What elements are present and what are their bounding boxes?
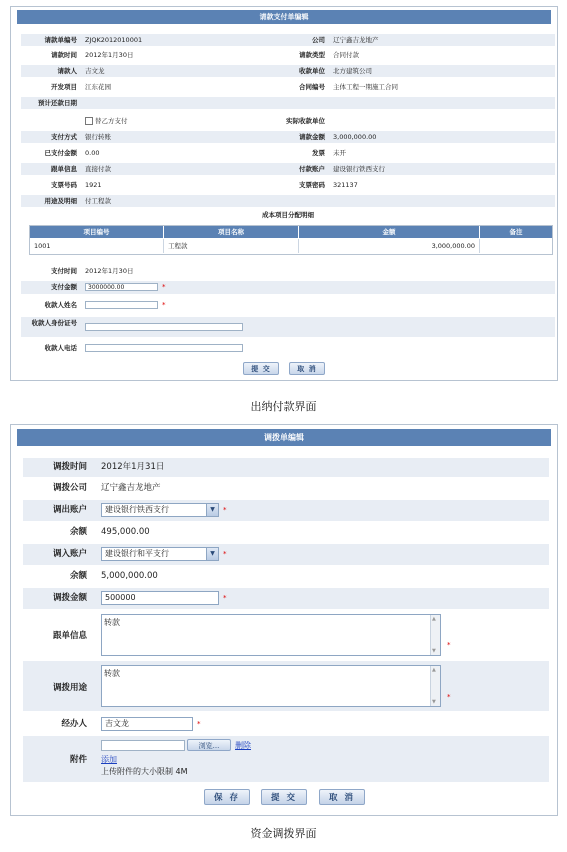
out-account-label: 调出账户 [52,505,87,515]
cost-header-note: 备注 [480,226,552,238]
handler-input[interactable] [101,717,193,731]
row-pay-time [21,265,555,277]
payment-form-title: 请款支付单编辑 [17,10,551,24]
doc-info-2-label: 跟单信息 [52,631,87,641]
purpose-2-value: 转款 [104,669,120,678]
row-in-account [23,544,549,565]
req-no-value: ZJQK2012010001 [85,36,143,44]
req-type-value: 合同付款 [333,51,359,59]
row-transfer-time [23,458,549,477]
cheque-no-label: 支票号码 [51,181,77,189]
in-balance-value: 5,000,000.00 [101,571,158,581]
row-payee-id [21,317,555,337]
transfer-form-panel [10,424,558,816]
cancel-button[interactable]: 取 消 [319,789,365,805]
in-account-select[interactable] [101,547,219,561]
row-doc-info [21,163,555,175]
paid-amount-value: 0.00 [85,149,100,157]
requester-value: 吉文龙 [85,67,105,75]
invoice-value: 未开 [333,149,346,157]
amount-input[interactable] [101,591,219,605]
row-purpose [21,195,555,207]
req-no-label: 请款单编号 [44,36,77,44]
row-attachment [23,736,549,782]
cheque-pwd-label: 支票密码 [299,181,325,189]
table-cell [480,239,552,253]
pay-account-label: 付款账户 [299,165,325,173]
req-time-value: 2012年1月30日 [85,51,134,59]
add-link[interactable]: 添加 [101,755,117,764]
transfer-time-value: 2012年1月31日 [101,462,165,472]
req-time-label: 请款时间 [51,51,77,59]
row-payee-phone [21,342,555,355]
delete-link[interactable]: 删除 [235,741,251,750]
pay-amount-input[interactable]: 3000000.00 [85,283,158,291]
submit-button[interactable]: 提 交 [243,362,279,375]
cheque-pwd-value: 321137 [333,181,358,189]
company-value: 辽宁鑫吉龙地产 [333,36,379,44]
required-mark: * [447,641,451,649]
pay-amount-label: 支付金额 [51,283,77,291]
caption-payment: 出纳付款界面 [250,400,317,413]
purpose-2-label: 调拨用途 [52,683,87,693]
payment-form-panel [10,6,558,381]
out-account-value: 建设银行铁西支行 [105,505,169,514]
row-amount [23,588,549,609]
required-mark: * [223,550,227,558]
transfer-time-label: 调拨时间 [52,462,87,472]
amount-value: 500000 [105,593,136,602]
req-type-label: 请款类型 [299,51,325,59]
attachment-label: 附件 [69,755,87,765]
caption-transfer: 资金调拨界面 [250,827,317,840]
actual-payee-label: 实际收款单位 [286,117,325,125]
browse-button[interactable]: 浏览... [187,739,231,751]
scrollbar[interactable] [430,666,440,706]
row-repay-date [21,97,555,109]
row-purpose-2 [23,661,549,711]
required-mark: * [162,301,166,309]
payee-unit-value: 北方建筑公司 [333,67,372,75]
scrollbar[interactable] [430,615,440,655]
required-mark: * [223,594,227,602]
cost-table [29,225,553,255]
req-amount-value: 3,000,000.00 [333,133,377,141]
purpose-textarea[interactable] [101,665,441,707]
cost-header-code: 项目编号 [30,226,163,238]
required-mark: * [197,720,201,728]
required-mark: * [447,693,451,701]
file-path-input[interactable] [101,740,185,751]
project-label: 开发项目 [51,83,77,91]
project-value: 江东花园 [85,83,111,91]
cancel-button[interactable]: 取 消 [289,362,325,375]
proxy-label: 替乙方支付 [95,117,128,125]
transfer-company-label: 调拨公司 [52,483,87,493]
contract-no-value: 主体工程一期施工合同 [333,83,398,91]
doc-info-textarea[interactable] [101,614,441,656]
table-cell: 工程款 [164,239,299,253]
submit-button[interactable]: 提 交 [261,789,307,805]
row-payee-name [21,299,555,312]
out-balance-value: 495,000.00 [101,527,150,537]
payee-name-input[interactable] [85,301,158,309]
row-in-balance [23,567,549,586]
row-pay-method [21,131,555,143]
contract-no-label: 合同编号 [299,83,325,91]
purpose-label: 用途及明细 [44,197,77,205]
req-amount-label: 请款金额 [299,133,325,141]
row-out-balance [23,523,549,542]
proxy-checkbox[interactable] [85,117,93,125]
payee-phone-input[interactable] [85,344,243,352]
in-account-value: 建设银行和平支行 [105,549,169,558]
row-req-time [21,49,555,61]
row-handler [23,714,549,734]
table-cell: 1001 [30,239,164,253]
company-label: 公司 [312,36,325,44]
payee-unit-label: 收款单位 [299,67,325,75]
out-balance-label: 余额 [69,527,87,537]
pay-method-label: 支付方式 [51,133,77,141]
required-mark: * [223,506,227,514]
cost-header-name: 项目名称 [164,226,298,238]
table-cell: 3,000,000.00 [299,239,480,253]
upload-limit-note: 上传附件的大小限制 4M [101,767,188,776]
row-req-no [21,34,555,46]
requester-label: 请款人 [57,67,77,75]
pay-time-label: 支付时间 [51,267,77,275]
row-project [21,81,555,93]
row-doc-info-2 [23,611,549,659]
out-account-select[interactable] [101,503,219,517]
transfer-company-value: 辽宁鑫吉龙地产 [101,483,161,493]
row-paid-amount [21,147,555,159]
cheque-no-value: 1921 [85,181,102,189]
required-mark: * [162,283,166,291]
pay-account-value: 建设银行铁西支行 [333,165,385,173]
save-button[interactable]: 保 存 [204,789,250,805]
paid-amount-label: 已支付金额 [44,149,77,157]
amount-label: 调拨金额 [52,593,87,603]
row-pay-amount [21,281,555,294]
payee-name-label: 收款人姓名 [44,301,77,309]
pay-time-value: 2012年1月30日 [85,267,134,275]
payee-phone-label: 收款人电话 [44,344,77,352]
in-account-label: 调入账户 [52,549,87,559]
cost-section-title: 成本项目分配明细 [262,211,314,219]
payee-id-input[interactable] [85,323,243,331]
invoice-label: 发票 [312,149,325,157]
row-cheque [21,179,555,191]
transfer-form-title: 调拨单编辑 [17,429,551,446]
row-proxy [21,115,555,127]
row-requester [21,65,555,77]
row-transfer-company [23,479,549,498]
purpose-value: 付工程款 [85,197,111,205]
doc-info-2-value: 转款 [104,618,120,627]
repay-date-label: 预计还款日期 [38,99,77,107]
row-out-account [23,500,549,521]
cost-header-amount: 金额 [299,226,479,238]
in-balance-label: 余额 [69,571,87,581]
chevron-down-icon[interactable]: ▼ [206,548,218,560]
handler-label: 经办人 [61,719,87,729]
handler-value: 吉文龙 [105,719,129,728]
payee-id-label: 收款人身份证号 [31,319,77,327]
chevron-down-icon[interactable]: ▼ [206,504,218,516]
doc-info-label: 跟单信息 [51,165,77,173]
doc-info-value: 直接付款 [85,165,111,173]
pay-method-value: 银行转账 [85,133,111,141]
